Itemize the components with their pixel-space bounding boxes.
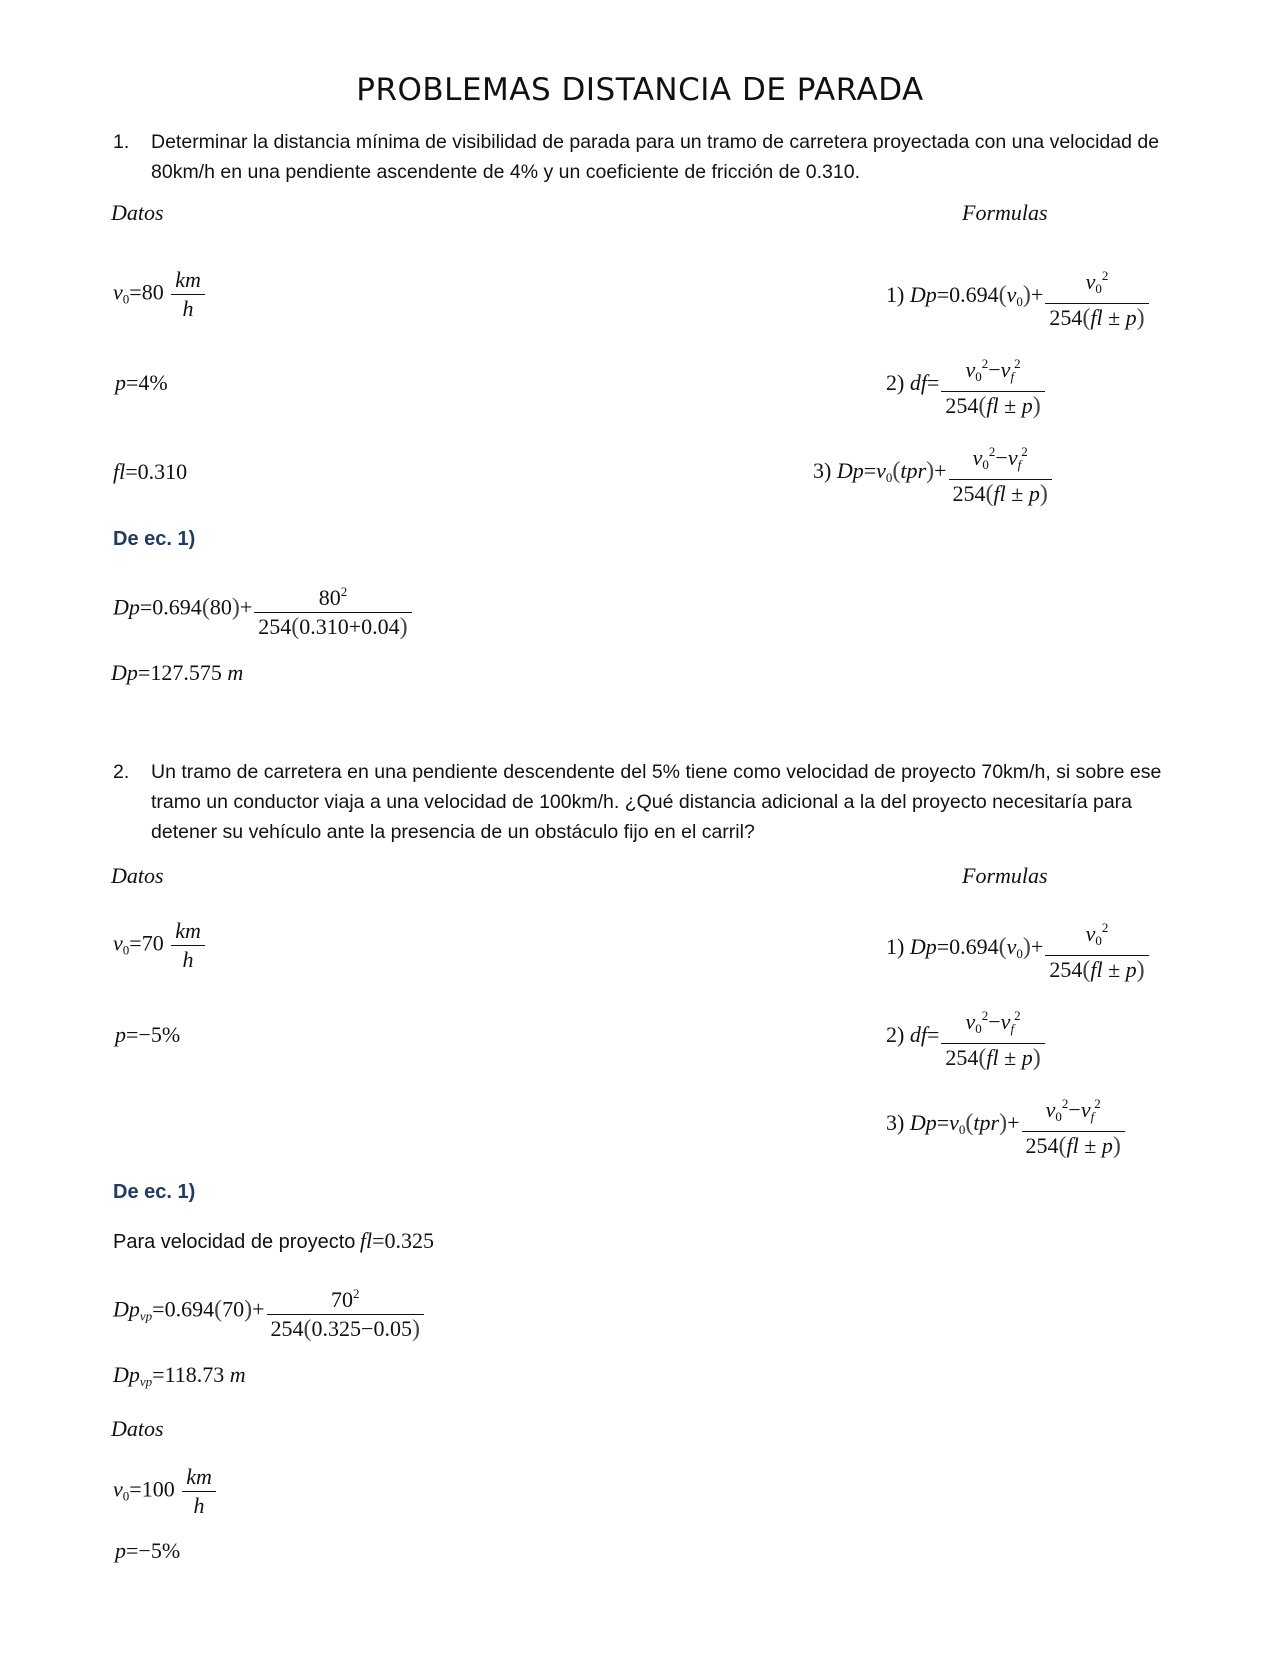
datos-v0: $v_0=70$ $\frac{km}{h}$: [113, 917, 207, 974]
p-value: 4: [138, 370, 150, 395]
formula-1: 1) $Dp=0.694(v_0)+$ $\frac{v_0^2}{254(fl \pm p)}$: [886, 914, 1151, 984]
formulas-label: Formulas: [962, 863, 1048, 888]
formula-3: 3) $Dp=v_0(tpr)+$ $\frac{v_0^2-v_f^2}{254(fl \pm p)}$: [886, 1090, 1127, 1160]
de-ec-heading: De ec. 1): [113, 528, 196, 550]
calculation-2: $Dp_{vp}=0.694(70)+$ $\frac{70^2}{254(0.325-0.05)}$: [113, 1280, 426, 1343]
result-2: $Dp_{vp}=118.73$ m: [113, 1362, 246, 1389]
formula-3: 3) $Dp=v_0(tpr)+$ $\frac{v_0^2-v_f^2}{254(fl \pm p)}$: [813, 438, 1054, 508]
problem-1-statement: [113, 127, 1173, 187]
datos-v0: $v_0=80$ $\frac{km}{h}$: [113, 266, 207, 323]
calculation-1: Dp=0.694(80)+ $\frac{80^2}{254(0.310+0.04)}$: [113, 578, 414, 641]
datos-label: Datos: [111, 200, 164, 225]
problem-2-statement: [113, 757, 1173, 847]
datos-v0-2: $v_0=100$ $\frac{km}{h}$: [113, 1463, 218, 1520]
datos-p: p=4%: [115, 370, 168, 395]
para-velocidad-line: Para velocidad de proyecto fl=0.325: [113, 1228, 434, 1253]
fl-value: 0.310: [137, 459, 188, 484]
datos-fl: fl=0.310: [113, 459, 188, 484]
datos-p-2: p=−5%: [115, 1538, 181, 1563]
problem-text: Determinar la distancia mínima de visibilidad de parada para un tramo de carretera proyectada con una velocidad de 80km/h en una pendiente ascendente de 4% y un coeficiente de fricción de 0.310.: [151, 131, 1160, 183]
datos-p: p=−5%: [115, 1022, 181, 1047]
result-1: Dp=127.575 m: [111, 660, 244, 685]
datos-label-2: Datos: [111, 1416, 164, 1441]
problem-number: 2.: [113, 761, 130, 783]
de-ec-heading: De ec. 1): [113, 1181, 196, 1203]
v0-value: 80: [141, 279, 164, 305]
problem-number: 1.: [113, 131, 130, 153]
page-title: PROBLEMAS DISTANCIA DE PARADA: [356, 72, 924, 108]
datos-label: Datos: [111, 863, 164, 888]
formula-2: 2) df= $\frac{v_0^2-v_f^2}{254(fl \pm p)}$: [886, 350, 1047, 420]
formula-1: 1) $Dp=0.694(v_0)+$ $\frac{v_0^2}{254(fl \pm p)}$: [886, 262, 1151, 332]
formula-2: 2) df= $\frac{v_0^2-v_f^2}{254(fl \pm p)}$: [886, 1002, 1047, 1072]
problem-text: Un tramo de carretera en una pendiente descendente del 5% tiene como velocidad de proyecto 70km/h, si sobre ese tramo un conductor viaja a una velocidad de 100km/h. ¿Qué distancia adicional a la del proyecto necesitaría para detener su vehículo ante la presencia de un obstáculo fijo en el carril?: [151, 761, 1162, 843]
formulas-label: Formulas: [962, 200, 1048, 225]
